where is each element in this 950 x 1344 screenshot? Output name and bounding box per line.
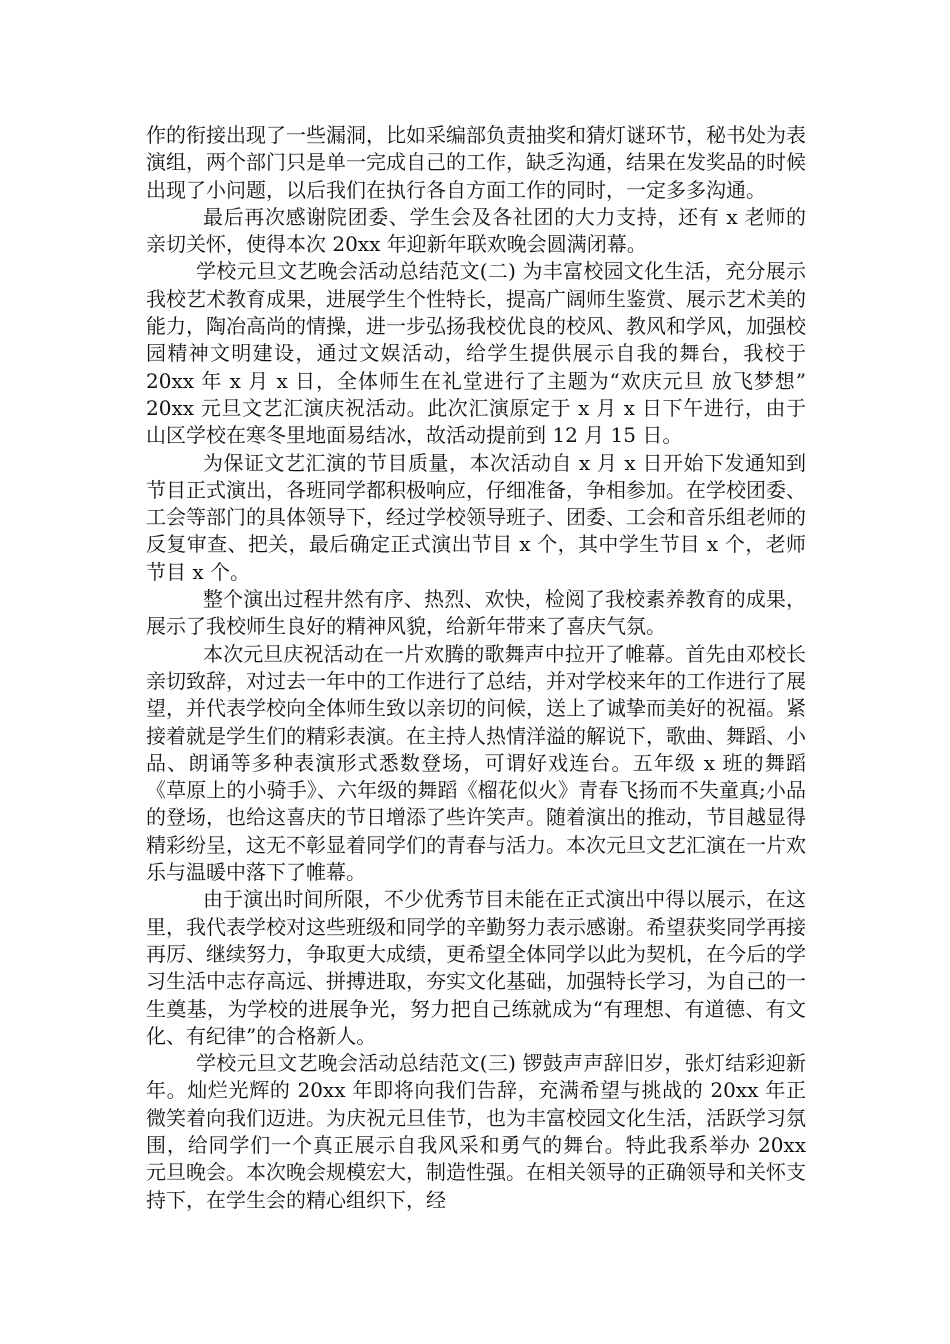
document-body	[146, 122, 806, 1214]
paragraph-continuation: 作的衔接出现了一些漏洞，比如采编部负责抽奖和猜灯谜环节，秘书处为表演组，两个部门只是单一完成自己的工作，缺乏沟通，结果在发奖品的时候出现了小问题，以后我们在执行各自方面工作的同时，一定多多沟通。	[146, 123, 806, 202]
paragraph-program-quality: 为保证文艺汇演的节目质量，本次活动自 x 月 x 日开始下发通知到节目正式演出，各班同学都积极响应，仔细准备，争相参加。在学校团委、工会等部门的具体领导下，经过学校领导班子、团委、工会和音乐组老师的反复审查、把关，最后确定正式演出节目 x 个，其中学生节目 x 个，老师节目 x 个。	[146, 450, 806, 584]
paragraph-time-limit: 由于演出时间所限，不少优秀节目未能在正式演出中得以展示，在这里，我代表学校对这些班级和同学的辛勤努力表示感谢。希望获奖同学再接再厉、继续努力，争取更大成绩，更希望全体同学以此为契机，在今后的学习生活中志存高远、拼搏进取，夯实文化基础，加强特长学习，为自己的一生奠基，为学校的进展争光，努力把自己练就成为“有理想、有道德、有文化、有纪律”的合格新人。	[146, 887, 806, 1048]
paragraph-summary-two-intro: 学校元旦文艺晚会活动总结范文(二) 为丰富校园文化生活，充分展示我校艺术教育成果，进展学生个性特长，提高广阔师生鉴赏、展示艺术美的能力，陶冶高尚的情操，进一步弘扬我校优良的校风、教风和学风，加强校园精神文明建设，通过文娱活动，给学生提供展示自我的舞台，我校于 20xx 年 x 月 x 日，全体师生在礼堂进行了主题为“欢庆元旦 放飞梦想” 20xx 元旦文艺汇演庆祝活动。此次汇演原定于 x 月 x 日下午进行，由于山区学校在寒冬里地面易结冰，故活动提前到 12 月 15 日。	[146, 259, 806, 448]
paragraph-performance-process: 整个演出过程井然有序、热烈、欢快，检阅了我校素养教育的成果，展示了我校师生良好的精神风貌，给新年带来了喜庆气氛。	[146, 587, 806, 639]
paragraph-summary-three-intro: 学校元旦文艺晚会活动总结范文(三) 锣鼓声声辞旧岁，张灯结彩迎新年。灿烂光辉的 20xx 年即将向我们告辞，充满希望与挑战的 20xx 年正微笑着向我们迈进。为庆祝元旦佳节，也为丰富校园文化生活，活跃学习氛围，给同学们一个真正展示自我风采和勇气的舞台。特此我系举办 20xx 元旦晚会。本次晚会规模宏大，制造性强。在相关领导的正确领导和关怀支持下，在学生会的精心组织下，经	[146, 1051, 806, 1212]
paragraph-celebration: 本次元旦庆祝活动在一片欢腾的歌舞声中拉开了帷幕。首先由邓校长亲切致辞，对过去一年中的工作进行了总结，并对学校来年的工作进行了展望，并代表学校向全体师生致以亲切的问候，送上了诚挚而美好的祝福。紧接着就是学生们的精彩表演。在主持人热情洋溢的解说下，歌曲、舞蹈、小品、朗诵等多种表演形式悉数登场，可谓好戏连台。五年级 x 班的舞蹈《草原上的小骑手》、六年级的舞蹈《榴花似火》青春飞扬而不失童真;小品的登场，也给这喜庆的节日增添了些许笑声。随着演出的推动，节目越显得精彩纷呈，这无不彰显着同学们的青春与活力。本次元旦文艺汇演在一片欢乐与温暖中落下了帷幕。	[146, 641, 806, 885]
paragraph-thanks: 最后再次感谢院团委、学生会及各社团的大力支持，还有 x 老师的亲切关怀，使得本次 20xx 年迎新年联欢晚会圆满闭幕。	[146, 204, 806, 257]
